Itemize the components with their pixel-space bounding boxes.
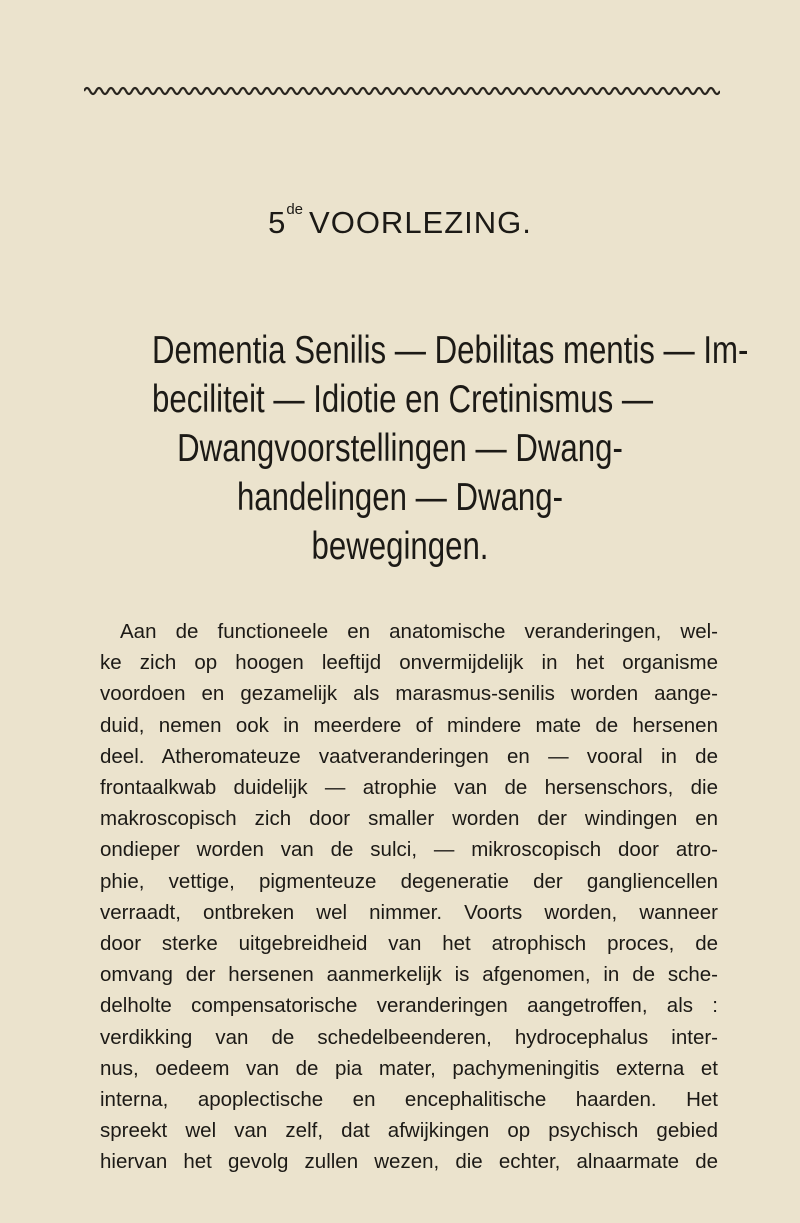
paragraph-line: interna, apoplectische en encephalitische haarden. Het	[100, 1088, 718, 1112]
subtitle-line: bewegingen.	[311, 525, 489, 568]
subtitle-line: handelingen — Dwang-	[236, 476, 564, 519]
lecture-heading	[0, 201, 800, 241]
paragraph-line: verdikking van de schedelbeenderen, hydrocephalus inter-	[100, 1025, 718, 1049]
paragraph-line: makroscopisch zich door smaller worden der windingen en	[100, 807, 718, 831]
paragraph-line: voordoen en gezamelijk als marasmus-senilis worden aange-	[100, 682, 718, 706]
paragraph-line: delholte compensatorische veranderingen aangetroffen, als :	[100, 994, 718, 1018]
lecture-title: VOORLEZING.	[309, 205, 532, 240]
chapter-subtitle	[152, 326, 749, 571]
paragraph-line: verraadt, ontbreken wel nimmer. Voorts worden, wanneer	[100, 900, 718, 924]
wavy-rule-ornament	[84, 80, 720, 102]
paragraph-line: hiervan het gevolg zullen wezen, die echter, alnaarmate de	[100, 1150, 718, 1174]
paragraph-line: ondieper worden van de sulci, — mikroscopisch door atro-	[100, 838, 718, 862]
subtitle-line: beciliteit — Idiotie en Cretinismus —	[152, 378, 654, 421]
paragraph-line: omvang der hersenen aanmerkelijk is afgenomen, in de sche-	[100, 963, 718, 987]
paragraph-line: door sterke uitgebreidheid van het atrophisch proces, de	[100, 932, 718, 956]
lecture-number-suffix: de	[286, 201, 304, 218]
paragraph-line: spreekt wel van zelf, dat afwijkingen op psychisch gebied	[100, 1119, 718, 1143]
paragraph-line: phie, vettige, pigmenteuze degeneratie der gangliencellen	[100, 869, 718, 893]
paragraph-line: Aan de functioneele en anatomische veranderingen, wel-	[120, 620, 718, 643]
paragraph-line: nus, oedeem van de pia mater, pachymeningitis externa et	[100, 1056, 718, 1080]
paragraph-line: ke zich op hoogen leeftijd onvermijdelijk in het organisme	[100, 651, 718, 675]
paragraph-line: duid, nemen ook in meerdere of mindere mate de hersenen	[100, 713, 718, 737]
paragraph-line: frontaalkwab duidelijk — atrophie van de hersenschors, die	[100, 776, 718, 800]
subtitle-line: Dwangvoorstellingen — Dwang-	[177, 427, 623, 470]
subtitle-line: Dementia Senilis — Debilitas mentis — Im-	[152, 329, 749, 372]
paragraph-line: deel. Atheromateuze vaatveranderingen en — vooral in de	[100, 744, 718, 768]
body-paragraph	[100, 616, 718, 1178]
lecture-number: 5	[268, 205, 287, 240]
